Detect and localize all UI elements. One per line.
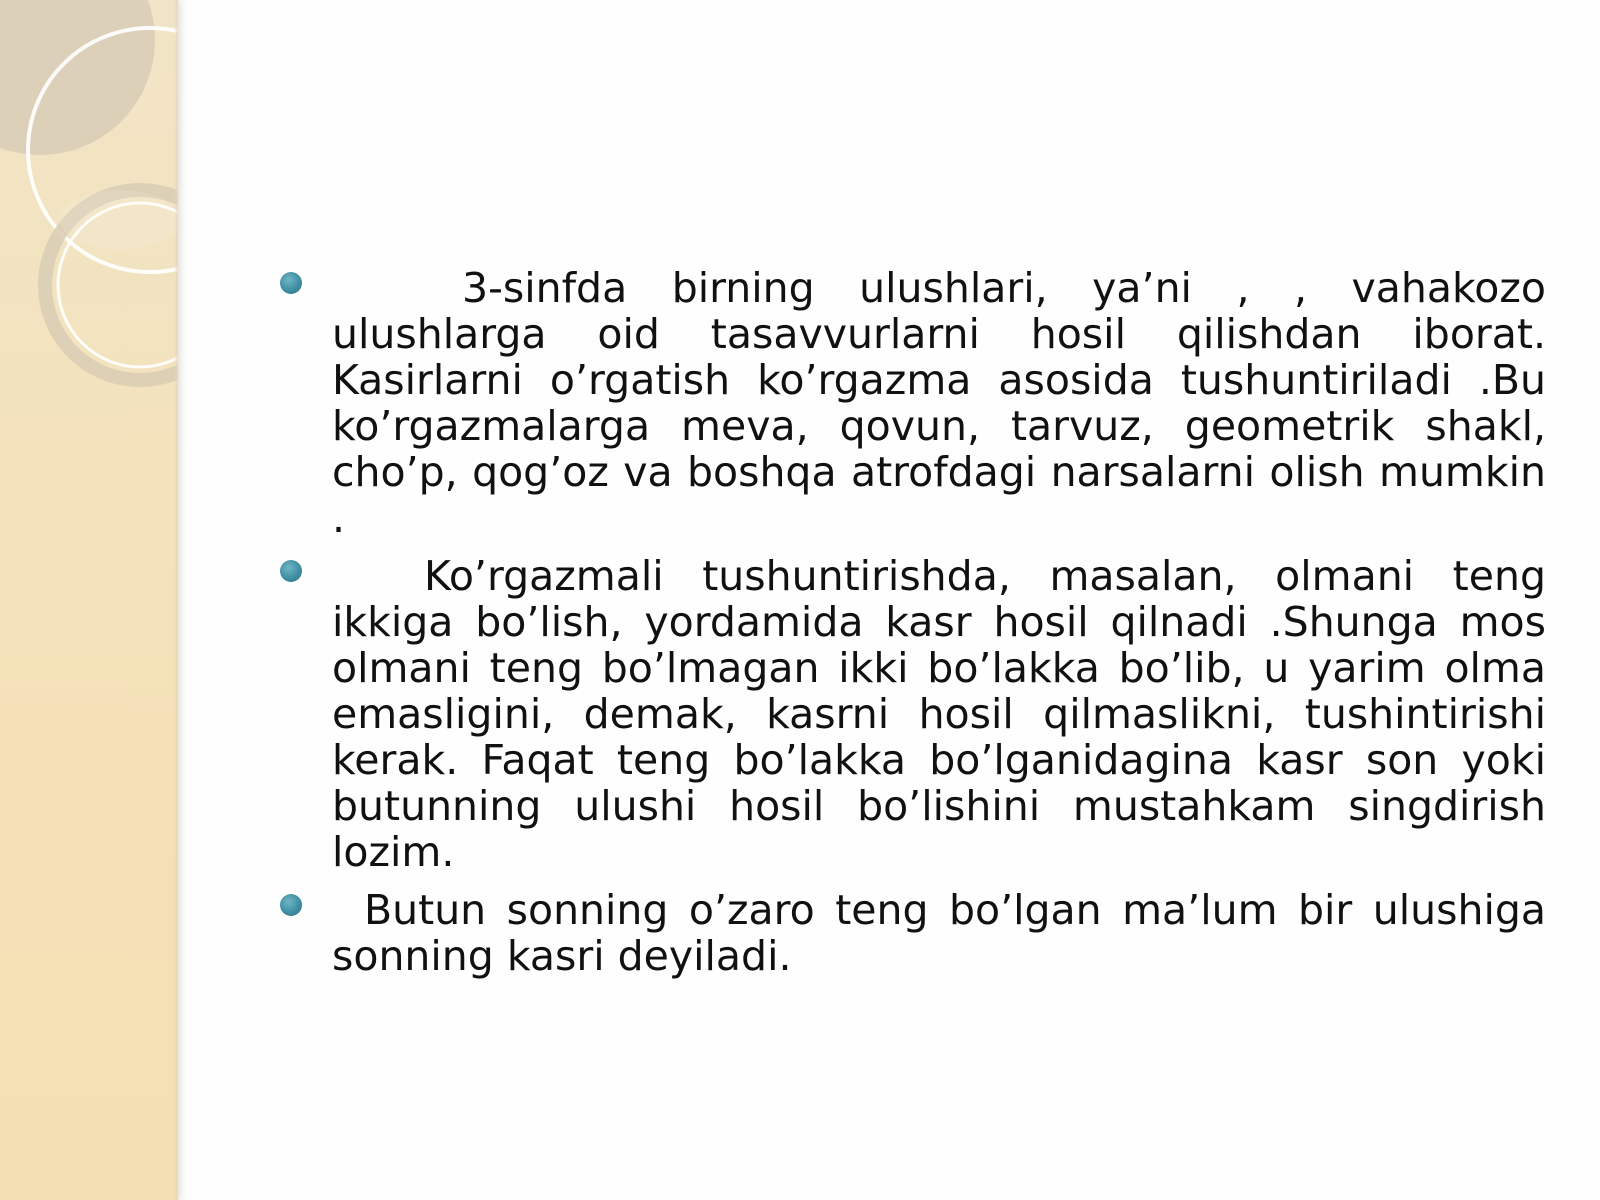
bullet-dot-icon — [280, 894, 302, 916]
bullet-item — [280, 553, 1546, 875]
decorative-circles-graphic — [0, 0, 178, 1200]
bullet-list — [280, 265, 1546, 979]
bullet-text-3-content: Butun sonning o’zaro teng bo’lgan ma’lum bir ulushiga sonning kasri deyiladi. — [332, 886, 1546, 980]
side-band-edge — [174, 0, 178, 1200]
bullet-item — [280, 887, 1546, 979]
decorative-side-band — [0, 0, 178, 1200]
bullet-dot-icon — [280, 272, 302, 294]
bullet-item — [280, 265, 1546, 541]
bullet-content — [280, 265, 1546, 991]
bullet-dot-icon — [280, 560, 302, 582]
bullet-text-2 — [332, 553, 1546, 875]
bullet-text-1 — [332, 265, 1546, 541]
bullet-text-1-content: 3-sinfda birning ulushlari, ya’ni , , vahakozo ulushlarga oid tasavvurlarni hosil qilishdan iborat. Kasirlarni o’rgatish ko’rgazma asosida tushuntiriladi .Bu ko’rgazmalarga meva, qovun, tarvuz, geometrik shakl, cho’p, qog’oz va boshqa atrofdagi narsalarni olish mumkin . — [332, 264, 1546, 542]
bullet-text-2-content: Ko’rgazmali tushuntirishda, masalan, olmani teng ikkiga bo’lish, yordamida kasr hosil qilnadi .Shunga mos olmani teng bo’lmagan ikki bo’lakka bo’lib, u yarim olma emasligini, demak, kasrni hosil qilmaslikni, tushintirishi kerak. Faqat teng bo’lakka bo’lganidagina kasr son yoki butunning ulushi hosil bo’lishini mustahkam singdirish lozim. — [332, 552, 1546, 876]
bullet-text-3 — [332, 887, 1546, 979]
